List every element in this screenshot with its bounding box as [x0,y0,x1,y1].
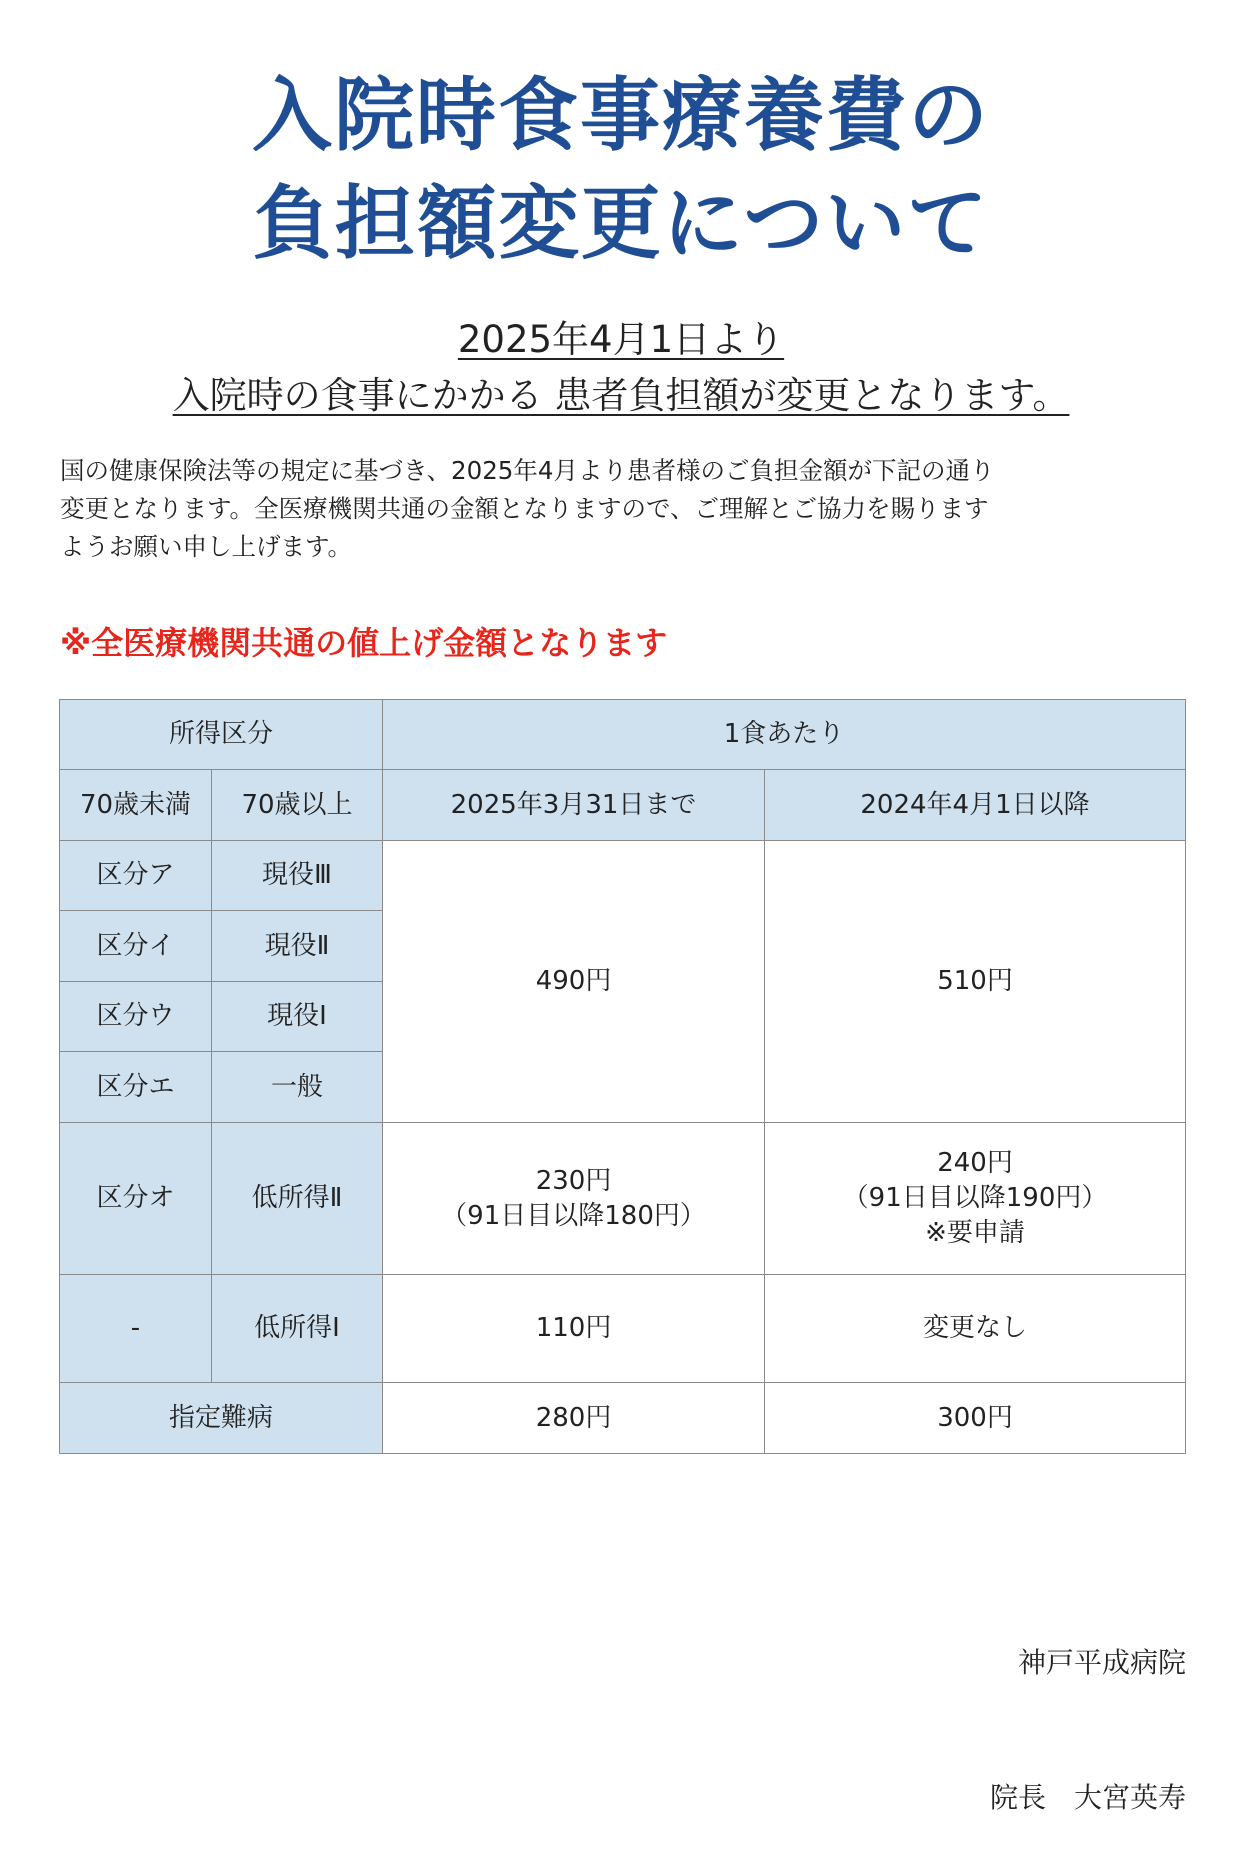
table-row [60,1275,1186,1383]
category-under70: 区分イ [60,911,212,982]
category-over70: 低所得Ⅰ [212,1275,383,1383]
fee-before-designated-disease: 280円 [383,1383,765,1454]
header-under-70: 70歳未満 [60,770,212,841]
category-under70: 区分ア [60,841,212,911]
header-income-category: 所得区分 [60,700,383,770]
fee-after-low-income-2 [765,1123,1186,1275]
header-over-70: 70歳以上 [212,770,383,841]
category-under70: 区分ウ [60,982,212,1052]
director-name: 院長 大宮英寿 [989,1781,1186,1814]
header-before-date: 2025年3月31日まで [383,770,765,841]
fee-after-general: 510円 [765,841,1186,1123]
intro-line-3: ようお願い申し上げます。 [60,532,353,561]
category-over70: 現役Ⅲ [212,841,383,911]
category-under70: 区分オ [60,1123,212,1275]
notice-text: ※全医療機関共通の値上げ金額となります [60,624,668,662]
title-line-2: 負担額変更について [252,177,990,270]
category-over70: 現役Ⅰ [212,982,383,1052]
header-after-date: 2024年4月1日以降 [765,770,1186,841]
table-row [60,1123,1186,1275]
category-under70: - [60,1275,212,1383]
fee-before-low-income-2-main: 230円 [535,1165,612,1196]
fee-after-low-income-2-main: 240円 [937,1148,1013,1178]
table-header-row [60,700,1186,770]
intro-line-2: 変更となります。全医療機関共通の金額となりますので、ご理解とご協力を賜ります [60,494,989,523]
fee-before-low-income-2 [383,1123,765,1275]
category-over70: 現役Ⅱ [212,911,383,982]
signature-block [990,1550,1186,1865]
intro-paragraph [60,452,1185,566]
fee-after-low-income-2-note: （91日目以降190円） [842,1183,1108,1213]
fee-before-low-income-1: 110円 [383,1275,765,1383]
subtitle [0,312,1242,424]
intro-line-1: 国の健康保険法等の規定に基づき、2025年4月より患者様のご負担金額が下記の通り [60,456,995,485]
category-over70: 一般 [212,1052,383,1123]
fee-after-low-income-1: 変更なし [765,1275,1186,1383]
fee-before-low-income-2-note: （91日目以降180円） [441,1200,706,1231]
page-title [0,62,1242,278]
category-designated-disease: 指定難病 [60,1383,383,1454]
fee-before-general: 490円 [383,841,765,1123]
category-under70: 区分エ [60,1052,212,1123]
category-over70: 低所得Ⅱ [212,1123,383,1275]
table-row [60,1383,1186,1454]
fee-table [59,699,1186,1454]
subtitle-line-2: 入院時の食事にかかる 患者負担額が変更となります。 [172,374,1070,417]
table-subheader-row [60,770,1186,841]
header-per-meal: 1食あたり [383,700,1186,770]
fee-after-low-income-2-application: ※要申請 [925,1218,1025,1248]
table-row [60,841,1186,911]
hospital-name: 神戸平成病院 [1017,1646,1186,1679]
subtitle-line-1: 2025年4月1日より [457,318,785,361]
title-line-1: 入院時食事療養費の [252,69,990,162]
fee-after-designated-disease: 300円 [765,1383,1186,1454]
